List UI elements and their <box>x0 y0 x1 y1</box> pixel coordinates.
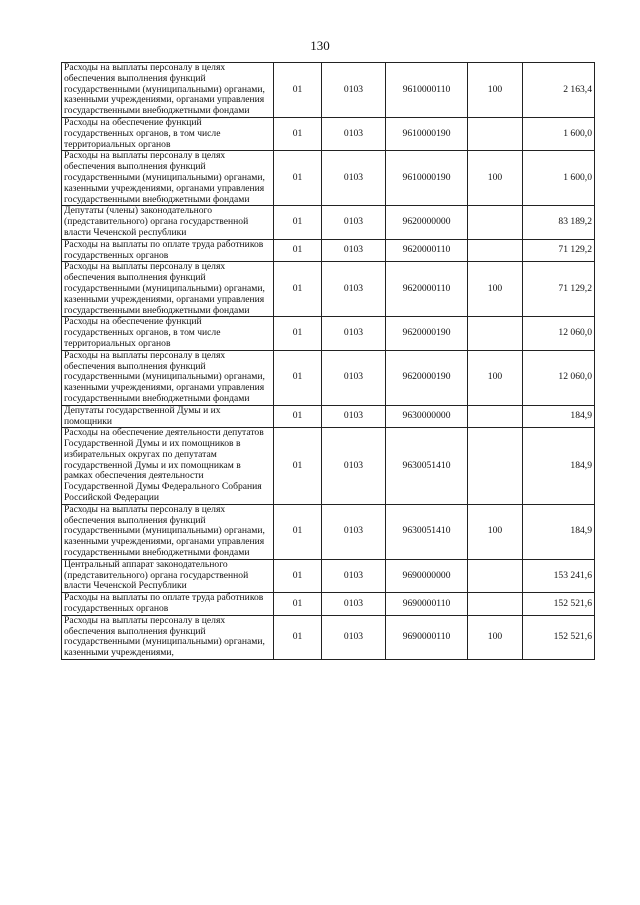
cell-amount: 1 600,0 <box>523 151 595 206</box>
table-row <box>62 63 595 118</box>
cell-amount: 152 521,6 <box>523 615 595 659</box>
table-row <box>62 262 595 317</box>
cell-section: 01 <box>274 206 322 239</box>
table-row <box>62 615 595 659</box>
cell-expense-type: 100 <box>468 151 523 206</box>
cell-expense-type <box>468 593 523 616</box>
cell-description: Расходы на выплаты персоналу в целях обеспечения выполнения функций государственными (муниципальными) органами, казенными учреждениями, органами управления государственными внебюджетными фондами <box>62 350 274 405</box>
cell-description: Депутаты государственной Думы и их помощники <box>62 405 274 428</box>
cell-subsection: 0103 <box>322 206 386 239</box>
table-row <box>62 117 595 150</box>
cell-section: 01 <box>274 63 322 118</box>
cell-section: 01 <box>274 504 322 559</box>
cell-target-article: 9630051410 <box>386 428 468 505</box>
cell-subsection: 0103 <box>322 350 386 405</box>
cell-section: 01 <box>274 615 322 659</box>
cell-subsection: 0103 <box>322 428 386 505</box>
cell-amount: 152 521,6 <box>523 593 595 616</box>
cell-expense-type: 100 <box>468 615 523 659</box>
cell-expense-type <box>468 559 523 592</box>
table-row <box>62 350 595 405</box>
cell-description: Расходы на обеспечение функций государственных органов, в том числе территориальных органов <box>62 317 274 350</box>
cell-description: Расходы на обеспечение деятельности депутатов Государственной Думы и их помощников в избирательных округах по депутатам государственной Думы и их помощникам в рамках обеспечения деятельности Государственной Думы Федерального Собрания Российской Федерации <box>62 428 274 505</box>
cell-target-article: 9630000000 <box>386 405 468 428</box>
table-row <box>62 559 595 592</box>
cell-amount: 184,9 <box>523 504 595 559</box>
cell-target-article: 9620000000 <box>386 206 468 239</box>
cell-section: 01 <box>274 593 322 616</box>
cell-description: Расходы на выплаты персоналу в целях обеспечения выполнения функций государственными (муниципальными) органами, казенными учреждениями, <box>62 615 274 659</box>
cell-subsection: 0103 <box>322 262 386 317</box>
cell-expense-type: 100 <box>468 350 523 405</box>
cell-subsection: 0103 <box>322 504 386 559</box>
cell-description: Расходы на выплаты персоналу в целях обеспечения выполнения функций государственными (муниципальными) органами, казенными учреждениями, органами управления государственными внебюджетными фондами <box>62 262 274 317</box>
cell-target-article: 9690000000 <box>386 559 468 592</box>
cell-section: 01 <box>274 151 322 206</box>
cell-description: Расходы на выплаты по оплате труда работников государственных органов <box>62 239 274 262</box>
table-row <box>62 239 595 262</box>
page-number: 130 <box>310 38 330 53</box>
table-row <box>62 428 595 505</box>
cell-section: 01 <box>274 350 322 405</box>
cell-target-article: 9690000110 <box>386 593 468 616</box>
cell-section: 01 <box>274 559 322 592</box>
cell-target-article: 9610000110 <box>386 63 468 118</box>
cell-amount: 12 060,0 <box>523 317 595 350</box>
cell-expense-type <box>468 206 523 239</box>
cell-target-article: 9610000190 <box>386 117 468 150</box>
cell-description: Расходы на выплаты персоналу в целях обеспечения выполнения функций государственными (муниципальными) органами, казенными учреждениями, органами управления государственными внебюджетными фондами <box>62 504 274 559</box>
cell-target-article: 9620000110 <box>386 262 468 317</box>
cell-description: Расходы на выплаты по оплате труда работников государственных органов <box>62 593 274 616</box>
cell-target-article: 9620000190 <box>386 317 468 350</box>
cell-target-article: 9610000190 <box>386 151 468 206</box>
cell-expense-type <box>468 428 523 505</box>
cell-target-article: 9620000110 <box>386 239 468 262</box>
cell-target-article: 9690000110 <box>386 615 468 659</box>
cell-target-article: 9630051410 <box>386 504 468 559</box>
cell-amount: 83 189,2 <box>523 206 595 239</box>
cell-description: Расходы на выплаты персоналу в целях обеспечения выполнения функций государственными (муниципальными) органами, казенными учреждениями, органами управления государственными внебюджетными фондами <box>62 63 274 118</box>
cell-amount: 71 129,2 <box>523 239 595 262</box>
cell-expense-type: 100 <box>468 504 523 559</box>
cell-subsection: 0103 <box>322 117 386 150</box>
cell-subsection: 0103 <box>322 151 386 206</box>
cell-target-article: 9620000190 <box>386 350 468 405</box>
cell-expense-type: 100 <box>468 262 523 317</box>
cell-description: Депутаты (члены) законодательного (представительного) органа государственной власти Чеченской республики <box>62 206 274 239</box>
cell-subsection: 0103 <box>322 317 386 350</box>
cell-expense-type: 100 <box>468 63 523 118</box>
cell-section: 01 <box>274 317 322 350</box>
cell-expense-type <box>468 239 523 262</box>
cell-expense-type <box>468 405 523 428</box>
cell-subsection: 0103 <box>322 615 386 659</box>
cell-subsection: 0103 <box>322 239 386 262</box>
cell-subsection: 0103 <box>322 559 386 592</box>
budget-table <box>61 62 595 660</box>
cell-amount: 2 163,4 <box>523 63 595 118</box>
budget-table-body <box>62 63 595 660</box>
cell-section: 01 <box>274 405 322 428</box>
cell-amount: 184,9 <box>523 405 595 428</box>
cell-description: Расходы на выплаты персоналу в целях обеспечения выполнения функций государственными (муниципальными) органами, казенными учреждениями, органами управления государственными внебюджетными фондами <box>62 151 274 206</box>
table-row <box>62 405 595 428</box>
cell-subsection: 0103 <box>322 593 386 616</box>
table-row <box>62 504 595 559</box>
table-row <box>62 317 595 350</box>
cell-section: 01 <box>274 428 322 505</box>
cell-description: Расходы на обеспечение функций государственных органов, в том числе территориальных органов <box>62 117 274 150</box>
cell-expense-type <box>468 117 523 150</box>
cell-section: 01 <box>274 117 322 150</box>
cell-subsection: 0103 <box>322 405 386 428</box>
cell-section: 01 <box>274 262 322 317</box>
cell-amount: 184,9 <box>523 428 595 505</box>
table-row <box>62 206 595 239</box>
cell-amount: 71 129,2 <box>523 262 595 317</box>
cell-amount: 12 060,0 <box>523 350 595 405</box>
cell-expense-type <box>468 317 523 350</box>
cell-amount: 1 600,0 <box>523 117 595 150</box>
cell-amount: 153 241,6 <box>523 559 595 592</box>
cell-subsection: 0103 <box>322 63 386 118</box>
cell-section: 01 <box>274 239 322 262</box>
table-row <box>62 593 595 616</box>
table-row <box>62 151 595 206</box>
cell-description: Центральный аппарат законодательного (представительного) органа государственной власти Чеченской Республики <box>62 559 274 592</box>
